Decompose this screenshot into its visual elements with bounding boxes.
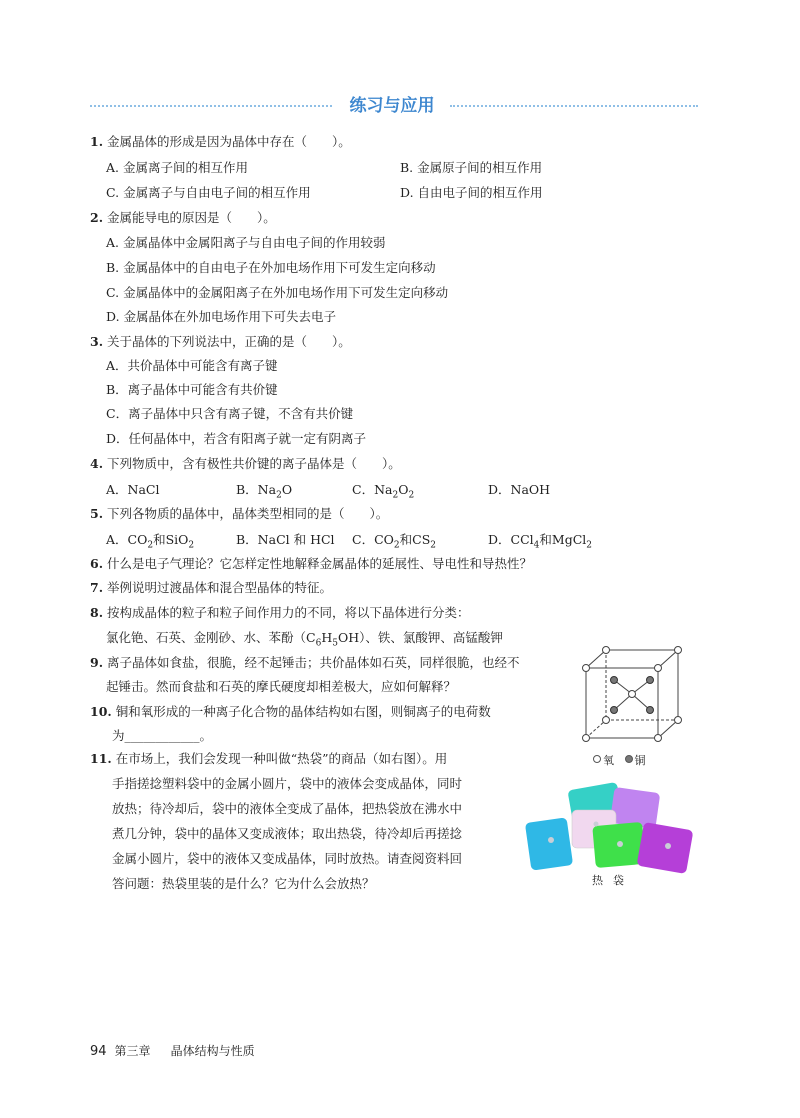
question-5-option-c: C．$CO_2$和$CS_2$	[352, 532, 436, 551]
oxygen-atom	[603, 717, 610, 724]
oxygen-atom	[675, 647, 682, 654]
oxygen-atom	[629, 691, 636, 698]
question-2-option-c: C. 金属晶体中的金属阳离子在外加电场作用下可发生定向移动	[106, 285, 449, 300]
question-1-stem: 1. 金属晶体的形成是因为晶体中存在（ ）。	[90, 134, 351, 149]
answer-blank: ____________	[124, 728, 200, 743]
question-9-line-1: 9. 离子晶体如食盐，很脆，经不起锤击；共价晶体如石英，同样很脆，也经不	[90, 655, 520, 670]
question-2-stem: 2. 金属能导电的原因是（ ）。	[90, 210, 276, 225]
question-3-option-c: C．离子晶体中只含有离子键，不含有共价键	[106, 406, 354, 421]
heat-bags-caption: 热袋	[592, 874, 634, 887]
question-5-option-a: A．$CO_2$和SiO$_2$	[106, 532, 195, 551]
question-1-option-c: C. 金属离子与自由电子间的相互作用	[106, 185, 311, 200]
question-1-option-d: D. 自由电子间的相互作用	[400, 185, 543, 200]
question-11-line-6: 答问题：热袋里装的是什么？它为什么会放热？	[112, 876, 375, 891]
section-header	[90, 92, 698, 120]
crystal-legend: 氧 铜	[593, 754, 646, 768]
heat-bags-photo	[520, 778, 698, 886]
question-3-option-a: A．共价晶体中可能含有离子键	[106, 358, 278, 373]
question-3-option-b: B．离子晶体中可能含有共价键	[106, 382, 278, 397]
question-6: 6. 什么是电子气理论？它怎样定性地解释金属晶体的延展性、导电性和导热性？	[90, 556, 533, 571]
copper-atom	[647, 677, 654, 684]
oxygen-atom	[675, 717, 682, 724]
question-5-option-d: D．CCl$_4$和MgCl$_2$	[488, 532, 592, 551]
copper-atom	[611, 707, 618, 714]
question-10-line-2: 为____________。	[112, 728, 213, 743]
question-5-option-b: B．NaCl 和 HCl	[236, 532, 335, 547]
question-3-stem: 3. 关于晶体的下列说法中，正确的是（ ）。	[90, 334, 351, 349]
crystal-structure-figure	[578, 640, 690, 770]
question-10-line-1: 10. 铜和氧形成的一种离子化合物的晶体结构如右图，则铜离子的电荷数	[90, 704, 491, 719]
question-5-stem: 5. 下列各物质的晶体中，晶体类型相同的是（ ）。	[90, 506, 389, 521]
oxygen-atom	[583, 735, 590, 742]
oxygen-atom	[603, 647, 610, 654]
question-4-option-c: C．$Na_2O_2$	[352, 482, 415, 501]
oxygen-atom	[655, 665, 662, 672]
question-7: 7. 举例说明过渡晶体和混合型晶体的特征。	[90, 580, 333, 595]
page-number: 94	[90, 1044, 107, 1059]
question-2-option-b: B. 金属晶体中的自由电子在外加电场作用下可发生定向移动	[106, 260, 436, 275]
oxygen-legend-icon	[593, 755, 601, 763]
chapter-label: 第三章	[114, 1044, 151, 1058]
question-4-option-d: D．NaOH	[488, 482, 551, 497]
section-title: 练习与应用	[349, 96, 435, 116]
question-11-line-3: 放热；待冷却后，袋中的液体全变成了晶体，把热袋放在沸水中	[112, 801, 463, 816]
question-11-line-5: 金属小圆片，袋中的液体又变成晶体，同时放热。请查阅资料回	[112, 851, 463, 866]
question-4-option-a: A．NaCl	[106, 482, 160, 497]
question-1-option-a: A. 金属离子间的相互作用	[106, 160, 248, 175]
copper-legend-icon	[625, 755, 633, 763]
question-11-line-4: 煮几分钟，袋中的晶体又变成液体；取出热袋，待冷却后再搓捻	[112, 826, 463, 841]
oxygen-atom	[583, 665, 590, 672]
question-4-stem: 4. 下列物质中，含有极性共价键的离子晶体是（ ）。	[90, 456, 401, 471]
question-2-option-d: D. 金属晶体在外加电场作用下可失去电子	[106, 309, 337, 324]
question-11-line-1: 11. 在市场上，我们会发现一种叫做“热袋”的商品（如右图）。用	[90, 751, 448, 766]
header-divider-right	[450, 105, 698, 107]
copper-atom	[611, 677, 618, 684]
oxygen-atom	[655, 735, 662, 742]
question-8-substances: 氯化铯、石英、金刚砂、水、苯酚$(C_6H_5OH)$、铁、氯酸钾、高锰酸钾	[106, 630, 503, 649]
question-1-option-b: B. 金属原子间的相互作用	[400, 160, 543, 175]
question-2-option-a: A. 金属晶体中金属阳离子与自由电子间的作用较弱	[106, 235, 386, 250]
question-8: 8. 按构成晶体的粒子和粒子间作用力的不同，将以下晶体进行分类：	[90, 605, 470, 620]
copper-atom	[647, 707, 654, 714]
question-11-line-2: 手指搓捻塑料袋中的金属小圆片，袋中的液体会变成晶体，同时	[112, 776, 463, 791]
chapter-title: 晶体结构与性质	[170, 1044, 255, 1058]
header-divider-left	[90, 105, 332, 107]
question-4-option-b: B．$Na_2O$	[236, 482, 293, 501]
question-9-line-2: 起锤击。然而食盐和石英的摩氏硬度却相差极大，应如何解释？	[106, 679, 457, 694]
page-footer	[90, 1042, 255, 1059]
question-3-option-d: D．任何晶体中，若含有阳离子就一定有阴离子	[106, 431, 367, 446]
